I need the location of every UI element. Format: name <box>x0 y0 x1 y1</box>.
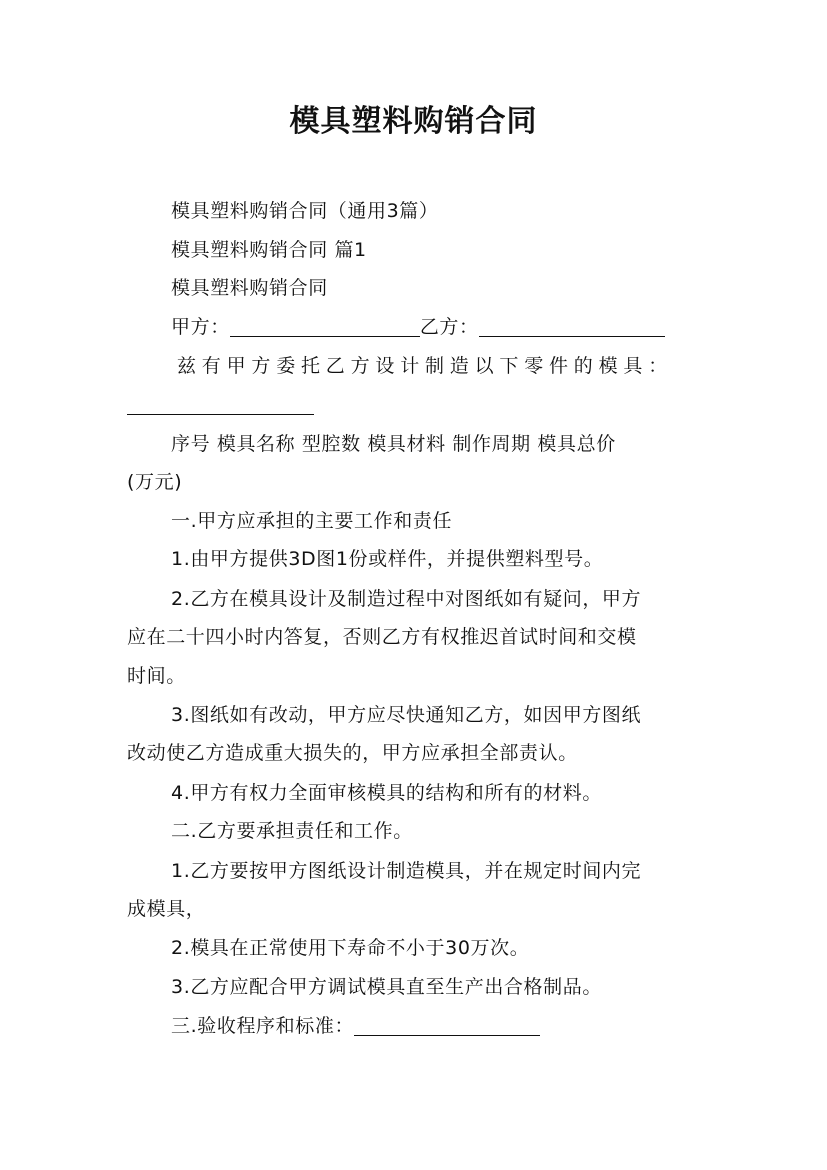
section-two-heading: 二.乙方要承担责任和工作。 <box>171 820 413 842</box>
clause-2-2: 2.模具在正常使用下寿命不小于30万次。 <box>171 937 530 959</box>
clause-2-3: 3.乙方应配合甲方调试模具直至生产出合格制品。 <box>171 976 602 998</box>
party-b-label: 乙方： <box>419 316 479 338</box>
section-heading-line: 模具塑料购销合同 篇1 <box>171 239 367 261</box>
commission-blank-line <box>127 386 707 424</box>
commission-line: 兹有甲方委托乙方设计制造以下零件的模具： <box>177 355 674 377</box>
clause-1-3-cont: 改动使乙方造成重大损失的，甲方应承担全部责认。 <box>127 742 578 764</box>
parties-line <box>171 308 707 346</box>
clause-1-3: 3.图纸如有改动，甲方应尽快通知乙方，如因甲方图纸 <box>171 704 642 726</box>
document-title: 模具塑料购销合同 <box>289 104 538 139</box>
acceptance-blank <box>354 1009 540 1036</box>
section-three-label: 三.验收程序和标准： <box>171 1015 355 1037</box>
clause-1-2: 2.乙方在模具设计及制造过程中对图纸如有疑问，甲方 <box>171 588 642 610</box>
clause-2-1: 1.乙方要按甲方图纸设计制造模具，并在规定时间内完 <box>171 860 642 882</box>
clause-1-2-cont: 应在二十四小时内答复，否则乙方有权推迟首试时间和交模 <box>127 626 637 648</box>
table-header-line: 序号 模具名称 型腔数 模具材料 制作周期 模具总价 <box>171 433 616 455</box>
subtitle-line: 模具塑料购销合同（通用3篇） <box>171 200 439 222</box>
contract-name-line: 模具塑料购销合同 <box>171 277 328 299</box>
clause-1-2-cont-2: 时间。 <box>127 665 186 687</box>
section-three-heading <box>171 1007 707 1045</box>
clause-1-1: 1.由甲方提供3D图1份或样件，并提供塑料型号。 <box>171 548 604 570</box>
clause-1-4: 4.甲方有权力全面审核模具的结构和所有的材料。 <box>171 782 602 804</box>
party-b-blank <box>479 310 665 337</box>
section-one-heading: 一.甲方应承担的主要工作和责任 <box>171 510 453 532</box>
commission-blank <box>127 388 314 415</box>
table-header-unit-line: (万元) <box>127 471 183 493</box>
party-a-blank <box>230 310 420 337</box>
clause-2-1-cont: 成模具， <box>127 898 206 920</box>
party-a-label: 甲方： <box>171 316 230 338</box>
